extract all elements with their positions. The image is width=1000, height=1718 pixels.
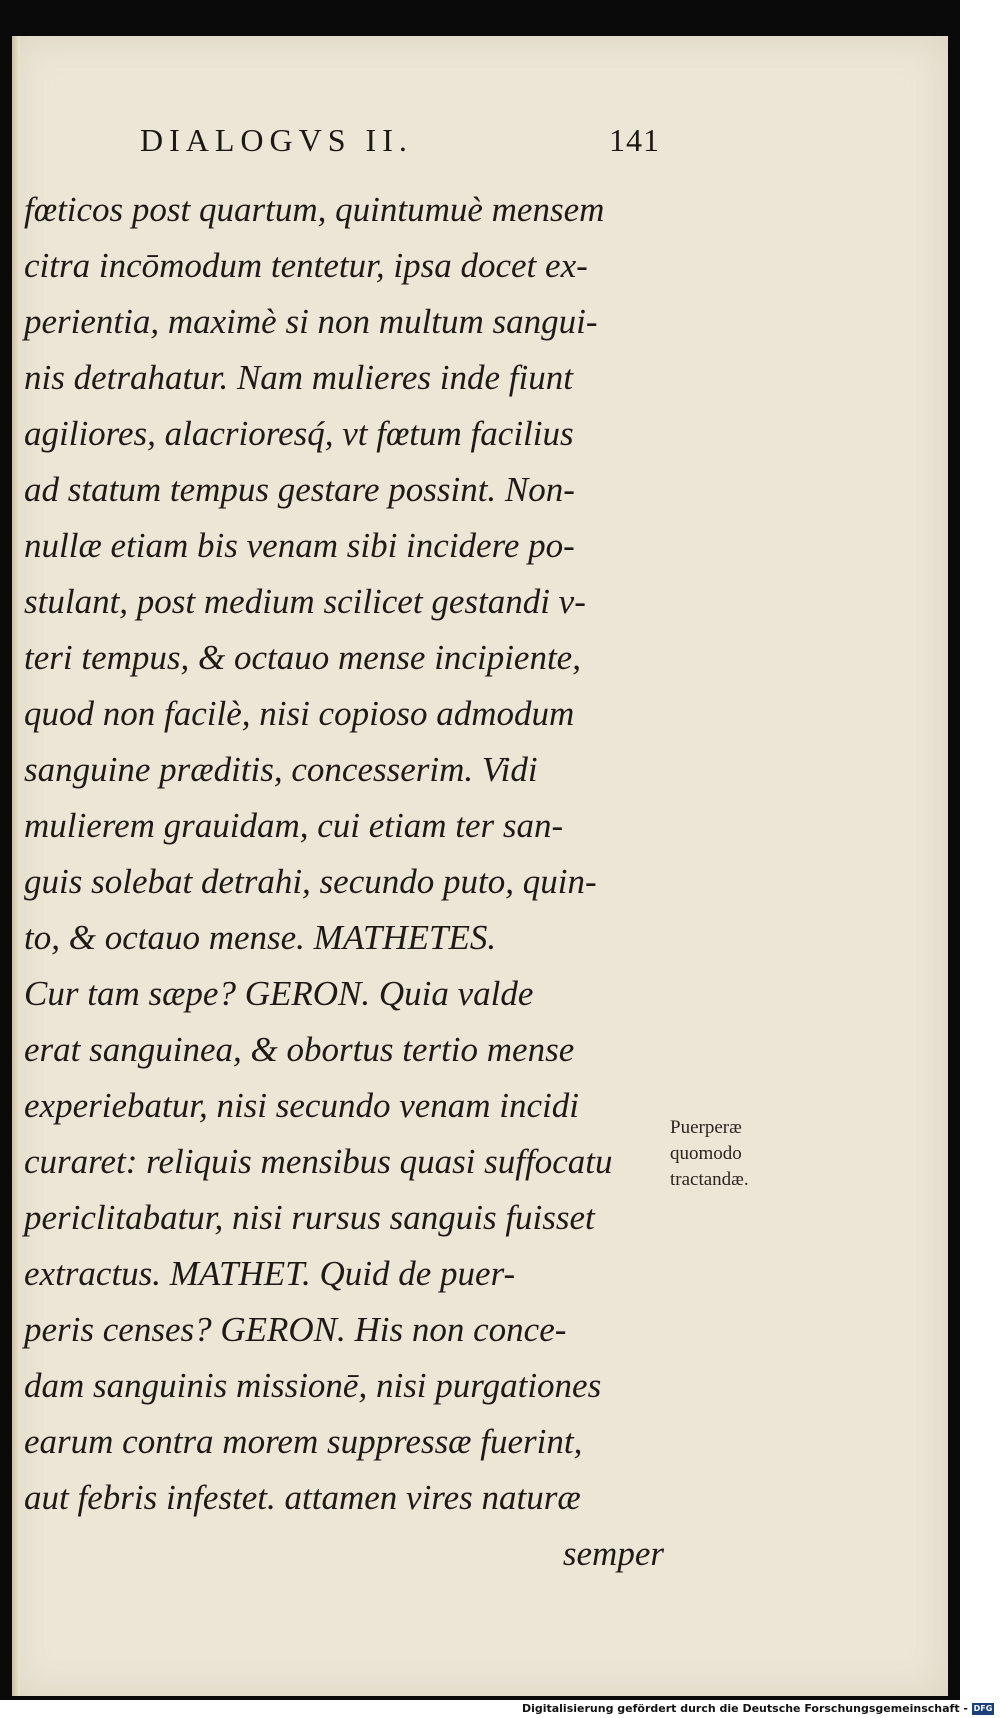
catchword: semper — [562, 1534, 664, 1573]
text-line: mulierem grauidam, cui etiam ter san- — [24, 806, 564, 845]
text-line: nis detrahatur. Nam mulieres inde fiunt — [24, 358, 573, 397]
text-line: fœticos post quartum, quintumuè mensem — [24, 190, 605, 229]
text-line: quod non facilè, nisi copioso admodum — [24, 694, 575, 733]
text-line: Cur tam sæpe? GERON. Quia valde — [24, 974, 534, 1013]
text-line: sanguine præditis, concesserim. Vidi — [24, 750, 538, 789]
text-line: peris censes? GERON. His non conce- — [24, 1310, 567, 1349]
dfg-logo-icon: DFG — [973, 1704, 993, 1713]
text-line: to, & octauo mense. MATHETES. — [24, 918, 497, 957]
funding-credit: Digitalisierung gefördert durch die Deutsche Forschungsgemeinschaft - — [521, 1702, 968, 1715]
text-line: dam sanguinis missionē, nisi purgationes — [24, 1366, 602, 1405]
text-line: extractus. MATHET. Quid de puer- — [24, 1254, 516, 1293]
page-header — [140, 122, 660, 162]
marginal-note — [670, 1115, 790, 1193]
running-title: DIALOGVS II. — [140, 122, 413, 158]
text-line: perientia, maximè si non multum sangui- — [24, 302, 598, 341]
page-number: 141 — [609, 122, 660, 158]
text-line: citra incōmodum tentetur, ipsa docet ex- — [24, 246, 588, 285]
text-line: teri tempus, & octauo mense incipiente, — [24, 638, 581, 677]
text-line: periclitabatur, nisi rursus sanguis fuisset — [24, 1198, 595, 1237]
page-gutter-shadow — [12, 36, 20, 1696]
text-line: aut febris infestet. attamen vires naturæ — [24, 1478, 581, 1517]
text-line: earum contra morem suppressæ fuerint, — [24, 1422, 583, 1461]
body-text — [24, 182, 664, 1582]
text-line: stulant, post medium scilicet gestandi v- — [24, 582, 586, 621]
text-line: guis solebat detrahi, secundo puto, quin- — [24, 862, 597, 901]
text-line: ad statum tempus gestare possint. Non- — [24, 470, 575, 509]
digitization-footer — [0, 1700, 1000, 1718]
marginal-note-line: tractandæ. — [670, 1169, 749, 1190]
text-line: curaret: reliquis mensibus quasi suffocatu — [24, 1142, 613, 1181]
text-line: erat sanguinea, & obortus tertio mense — [24, 1030, 575, 1069]
text-line: experiebatur, nisi secundo venam incidi — [24, 1086, 580, 1125]
text-line: agiliores, alacrioresq́, vt fœtum facilius — [24, 414, 574, 453]
marginal-note-line: quomodo — [670, 1143, 742, 1164]
marginal-note-line: Puerperæ — [670, 1117, 742, 1138]
text-line: nullæ etiam bis venam sibi incidere po- — [24, 526, 575, 565]
